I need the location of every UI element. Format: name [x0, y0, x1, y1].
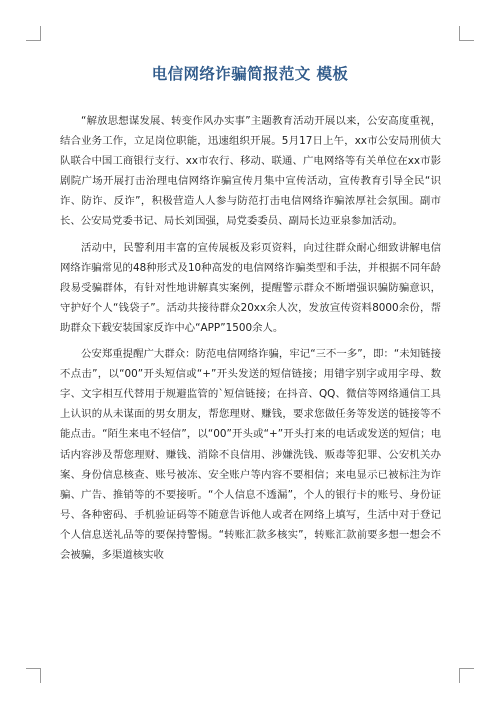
document-title: 电信网络诈骗简报范文 模板 — [151, 65, 349, 83]
document-body — [60, 111, 441, 565]
crop-mark-bottom-left — [26, 668, 41, 683]
crop-mark-top-left — [26, 26, 41, 41]
crop-mark-bottom-right — [459, 668, 474, 683]
paragraph-3: 公安郑重提醒广大群众：防范电信网络诈骗，牢记“三不一多”，即：“未知链接不点击”，以“00”开头短信或“+”开头发送的短信链接；用错字别字或用字母、数字、文字相互代替用于规避监管的`短信链接；在抖音、QQ、微信等网络通信工具上认识的从未谋面的男女朋友，帮您理财、赚钱，要求您做任务等发送的链接等不能点击。“陌生来电不轻信”，以“00”开头或“+”开头打来的电话或发送的短信；电话内容涉及帮您理财、赚钱、消除不良信用、涉嫌洗钱、贩毒等犯罪、公安机关办案、身份信息核查、账号被冻、安全账户等内容不要相信；来电显示已被标注为诈骗、广告、推销等的不要接听。“个人信息不透漏”，个人的银行卡的账号、身份证号、各种密码、手机验证码等不随意告诉他人或者在网络上填写，生活中对于登记个人信息送礼品等的要保持警惕。“转账汇款多核实”，转账汇款前要多想一想会不会被骗，多渠道核实收 — [60, 348, 441, 561]
paragraph-2: 活动中，民警利用丰富的宣传展板及彩页资料，向过往群众耐心细致讲解电信网络诈骗常见的48种形式及10种高发的电信网络诈骗类型和手法，并根据不同年龄段易受骗群体，有针对性地讲解真实案例，提醒警示群众不断增强识骗防骗意识，守护好个人“钱袋子”。活动共接待群众20xx余人次，发放宣传资料8000余份，帮助群众下载安装国家反诈中心“APP”1500余人。 — [60, 241, 441, 334]
paragraph-1: “解放思想谋发展、转变作风办实事”主题教育活动开展以来，公安高度重视，结合业务工作，立足岗位职能，迅速组织开展。5月17日上午，xx市公安局刑侦大队联合中国工商银行支行、xx市农行、移动、联通、广电网络等有关单位在xx市影剧院广场开展打击治理电信网络诈骗宣传月集中宣传活动，宣传教育引导全民“识诈、防诈、反诈”，积极营造人人参与防范打击电信网络诈骗浓厚社会氛围。副市长、公安局党委书记、局长刘国强，局党委委员、副局长边亚泉参加活动。 — [60, 115, 441, 228]
crop-mark-top-right — [459, 26, 474, 41]
